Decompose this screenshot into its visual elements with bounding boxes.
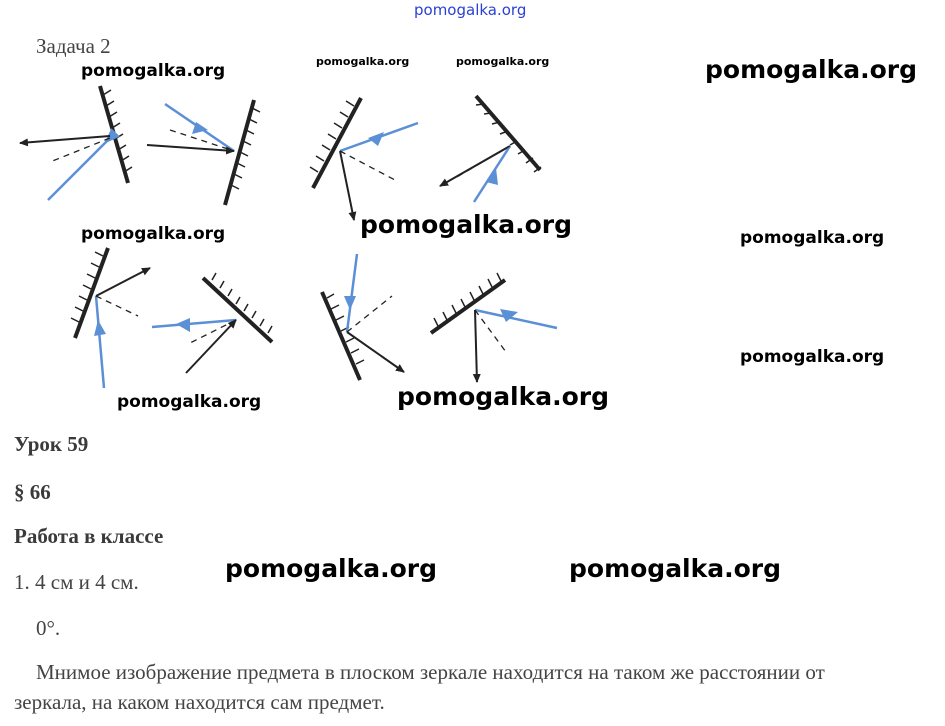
watermark: pomogalka.org [360, 210, 573, 239]
diagram-5 [71, 248, 150, 388]
watermark: pomogalka.org [225, 554, 438, 583]
diagram-3 [310, 98, 418, 220]
watermark: pomogalka.org [705, 55, 918, 84]
answer-2: 0°. [36, 616, 61, 640]
watermark: pomogalka.org [569, 554, 782, 583]
watermark: pomogalka.org [740, 347, 885, 367]
answer-3-line-1: Мнимое изображение предмета в плоском зеркале находится на таком же расстоянии от [36, 660, 825, 684]
diagram-8 [431, 273, 557, 382]
site-watermark-top: pomogalka.org [414, 1, 527, 19]
diagram-4 [440, 96, 541, 202]
lesson-title: Урок 59 [14, 432, 89, 456]
watermark: pomogalka.org [397, 382, 610, 411]
paragraph-number: § 66 [14, 480, 51, 504]
answer-3-line-2: зеркала, на каком находится сам предмет. [14, 690, 385, 714]
answer-1: 1. 4 см и 4 см. [14, 570, 139, 594]
task-title: Задача 2 [36, 34, 111, 58]
watermark: pomogalka.org [740, 228, 885, 248]
watermark: pomogalka.org [81, 61, 226, 81]
diagram-2 [147, 100, 260, 205]
watermark: pomogalka.org [117, 392, 262, 412]
diagram-6 [152, 273, 272, 373]
watermark: pomogalka.org [456, 55, 550, 68]
watermark: pomogalka.org [81, 224, 226, 244]
diagram-7 [322, 254, 404, 380]
section-heading: Работа в классе [14, 524, 164, 548]
watermark: pomogalka.org [316, 55, 410, 68]
diagram-1 [20, 86, 132, 200]
